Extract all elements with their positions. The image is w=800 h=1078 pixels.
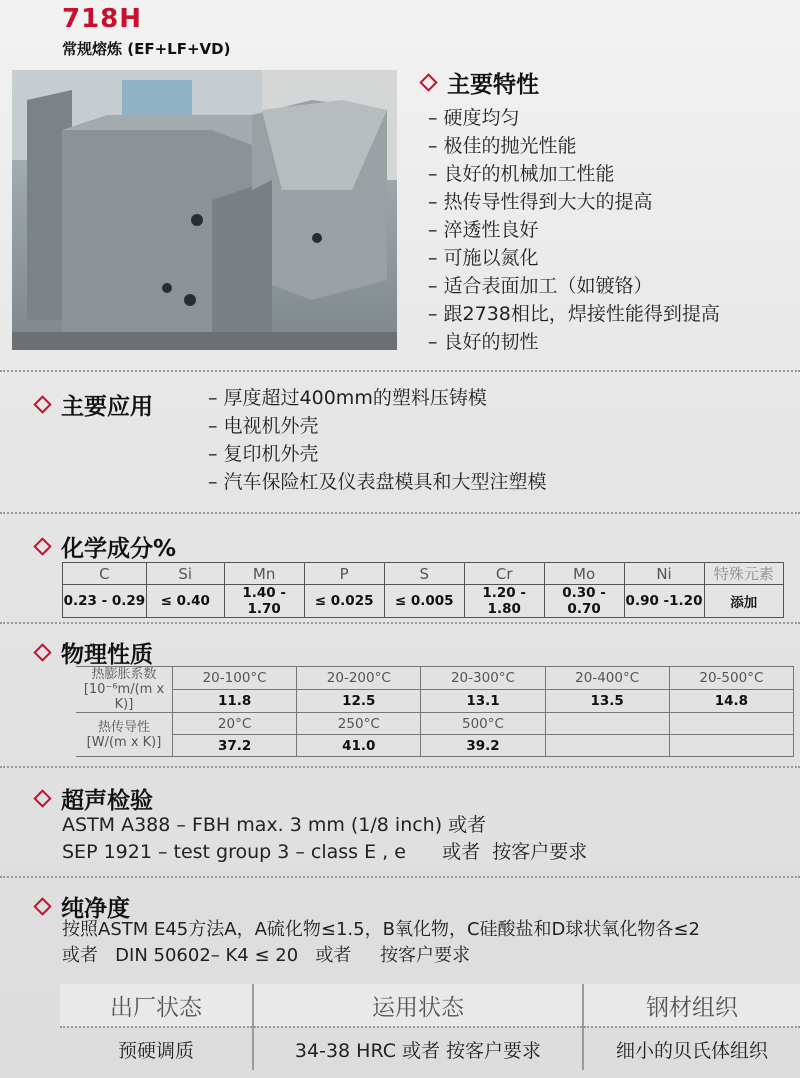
list-item: – 极佳的抛光性能 bbox=[428, 132, 720, 160]
table-cell: 13.1 bbox=[421, 690, 545, 713]
diamond-bullet-icon bbox=[33, 789, 51, 807]
features-heading bbox=[422, 66, 539, 99]
table-cell: 34-38 HRC 或者 按客户要求 bbox=[253, 1027, 583, 1070]
table-header-cell: C bbox=[63, 563, 147, 585]
table-row bbox=[76, 735, 794, 757]
diamond-bullet-icon bbox=[33, 395, 51, 413]
ultrasonic-heading bbox=[36, 782, 153, 815]
table-cell: 细小的贝氏体组织 bbox=[583, 1027, 800, 1070]
table-header-cell: 20-300°C bbox=[421, 667, 545, 690]
list-item: – 良好的韧性 bbox=[428, 328, 720, 356]
expansion-label bbox=[76, 667, 173, 713]
diamond-bullet-icon bbox=[419, 73, 437, 91]
table-cell: ≤ 0.40 bbox=[146, 585, 224, 618]
table-cell: ≤ 0.005 bbox=[384, 585, 464, 618]
table-header-cell: 出厂状态 bbox=[60, 984, 253, 1027]
divider bbox=[0, 512, 800, 516]
list-item: – 良好的机械加工性能 bbox=[428, 160, 720, 188]
table-header-cell: 20-100°C bbox=[173, 667, 297, 690]
list-item: – 电视机外壳 bbox=[208, 412, 547, 440]
physical-table bbox=[76, 666, 794, 757]
table-row bbox=[76, 690, 794, 713]
table-cell: 39.2 bbox=[421, 735, 545, 757]
ultrasonic-title: 超声检验 bbox=[61, 788, 153, 814]
physical-heading bbox=[36, 636, 153, 669]
table-row bbox=[76, 667, 794, 690]
table-cell: 12.5 bbox=[297, 690, 421, 713]
conductivity-label bbox=[76, 713, 173, 757]
table-header-cell: Mn bbox=[224, 563, 304, 585]
label-line: 热传导性 bbox=[97, 719, 150, 735]
list-item: – 淬透性良好 bbox=[428, 216, 720, 244]
table-cell: 1.20 - 1.80 bbox=[464, 585, 544, 618]
table-header-cell: Cr bbox=[464, 563, 544, 585]
ultrasonic-line-2: SEP 1921 – test group 3 – class E , e 或者 按客户要求 bbox=[62, 841, 588, 863]
diamond-bullet-icon bbox=[33, 897, 51, 915]
table-header-cell: P bbox=[304, 563, 384, 585]
table-header-cell: Si bbox=[146, 563, 224, 585]
chemistry-heading bbox=[36, 530, 176, 563]
table-cell: 1.40 - 1.70 bbox=[224, 585, 304, 618]
list-item: – 适合表面加工（如镀铬） bbox=[428, 272, 720, 300]
table-cell bbox=[669, 735, 793, 757]
table-header-cell: 250°C bbox=[297, 713, 421, 735]
grade-title: 718H bbox=[62, 4, 143, 34]
table-cell: 11.8 bbox=[173, 690, 297, 713]
table-cell: 添加 bbox=[704, 585, 783, 618]
table-cell: 37.2 bbox=[173, 735, 297, 757]
table-header-cell: 20-200°C bbox=[297, 667, 421, 690]
table-header-cell: 20-400°C bbox=[545, 667, 669, 690]
physical-title: 物理性质 bbox=[61, 642, 153, 668]
table-row bbox=[63, 585, 784, 618]
status-table bbox=[60, 984, 800, 1070]
label-line: [W/(m x K)] bbox=[86, 734, 162, 750]
table-cell bbox=[545, 735, 669, 757]
table-header-cell: Ni bbox=[624, 563, 704, 585]
applications-title: 主要应用 bbox=[61, 394, 153, 420]
features-list bbox=[428, 104, 720, 356]
list-item: – 跟2738相比，焊接性能得到提高 bbox=[428, 300, 720, 328]
table-cell: 0.30 - 0.70 bbox=[544, 585, 624, 618]
cleanliness-line-2: 或者 DIN 50602– K4 ≤ 20 或者 按客户要求 bbox=[62, 945, 470, 966]
list-item: – 可施以氮化 bbox=[428, 244, 720, 272]
list-item: – 汽车保险杠及仪表盘模具和大型注塑模 bbox=[208, 468, 547, 496]
process-subtitle: 常规熔炼 (EF+LF+VD) bbox=[62, 40, 231, 58]
list-item: – 厚度超过400mm的塑料压铸模 bbox=[208, 384, 547, 412]
table-row bbox=[63, 563, 784, 585]
divider bbox=[0, 622, 800, 626]
table-header-cell: 20-500°C bbox=[669, 667, 793, 690]
table-row bbox=[60, 984, 800, 1027]
steel-block-photo bbox=[12, 70, 397, 350]
diamond-bullet-icon bbox=[33, 537, 51, 555]
cleanliness-line-1: 按照ASTM E45方法A，A硫化物≤1.5，B氧化物，C硅酸盐和D球状氧化物各≤2 bbox=[62, 919, 700, 940]
applications-heading bbox=[36, 388, 153, 421]
diamond-bullet-icon bbox=[33, 643, 51, 661]
label-line: [10⁻⁶m/(m x K)] bbox=[83, 682, 165, 712]
divider bbox=[0, 766, 800, 770]
list-item: – 复印机外壳 bbox=[208, 440, 547, 468]
table-cell: 13.5 bbox=[545, 690, 669, 713]
table-cell: 预硬调质 bbox=[60, 1027, 253, 1070]
cleanliness-title: 纯净度 bbox=[61, 896, 130, 922]
divider bbox=[0, 876, 800, 880]
table-cell: 0.90 -1.20 bbox=[624, 585, 704, 618]
table-cell: 0.23 - 0.29 bbox=[63, 585, 147, 618]
chemistry-title: 化学成分% bbox=[61, 536, 177, 562]
table-header-cell: S bbox=[384, 563, 464, 585]
chemistry-table bbox=[62, 562, 784, 618]
table-header-cell: 运用状态 bbox=[253, 984, 583, 1027]
table-cell: 41.0 bbox=[297, 735, 421, 757]
table-header-cell: 特殊元素 bbox=[704, 563, 783, 585]
table-header-cell bbox=[545, 713, 669, 735]
list-item: – 热传导性得到大大的提高 bbox=[428, 188, 720, 216]
label-line: 热膨胀系数 bbox=[91, 667, 157, 682]
table-header-cell bbox=[669, 713, 793, 735]
table-header-cell: 钢材组织 bbox=[583, 984, 800, 1027]
divider bbox=[0, 370, 800, 374]
table-row bbox=[60, 1027, 800, 1070]
table-row bbox=[76, 713, 794, 735]
table-cell: ≤ 0.025 bbox=[304, 585, 384, 618]
table-cell: 14.8 bbox=[669, 690, 793, 713]
table-header-cell: 500°C bbox=[421, 713, 545, 735]
list-item: – 硬度均匀 bbox=[428, 104, 720, 132]
ultrasonic-line-1: ASTM A388 – FBH max. 3 mm (1/8 inch) 或者 bbox=[62, 814, 487, 836]
table-header-cell: 20°C bbox=[173, 713, 297, 735]
applications-list bbox=[208, 384, 547, 496]
table-header-cell: Mo bbox=[544, 563, 624, 585]
features-title: 主要特性 bbox=[447, 72, 539, 98]
